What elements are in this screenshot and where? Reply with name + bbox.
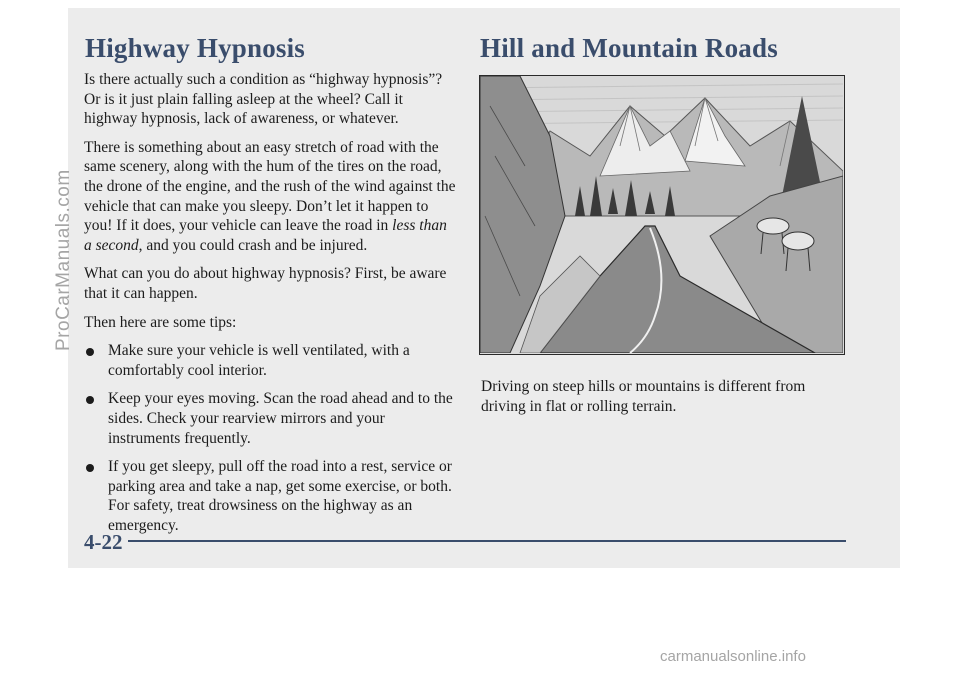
bullet-icon: [86, 464, 94, 472]
tip-item: [84, 457, 456, 535]
paragraph-sleepy: [84, 138, 456, 256]
paragraph-what-to-do: What can you do about highway hypnosis? First, be aware that it can happen.: [84, 265, 447, 302]
tips-list: [84, 341, 456, 535]
paragraph-sleepy-text-b: , and you could crash and be injured.: [138, 236, 368, 254]
left-column: [84, 70, 456, 544]
paragraph-tips-intro: Then here are some tips:: [84, 313, 237, 331]
emphasis-text: less than a second: [84, 217, 447, 254]
footer-rule: [128, 540, 846, 542]
bullet-icon: [86, 396, 94, 404]
mountain-road-illustration: [479, 75, 845, 355]
watermark-procarmanuals: ProCarManuals.com: [53, 169, 74, 351]
paragraph-intro: Is there actually such a condition as “highway hypnosis”? Or is it just plain falling asleep at the wheel? Call it highway hypnosis, lack of awareness, or whatever.: [84, 71, 443, 128]
tip-item: [84, 389, 456, 448]
section-heading-hill-mountain-roads: Hill and Mountain Roads: [480, 33, 778, 63]
paragraph-sleepy-text-a: There is something about an easy stretch of road with the same scenery, along with the hum of the tires on the road, the drone of the engine, and the rush of the wind against the vehicle that can make you sleepy. Don’t let it happen to you! If it does, your vehicle can leave the road in: [84, 138, 456, 235]
illustration-caption: Driving on steep hills or mountains is different from driving in flat or rolling terrain.: [481, 378, 806, 415]
bullet-icon: [86, 348, 94, 356]
tip-text: Make sure your vehicle is well ventilated, with a comfortably cool interior.: [108, 342, 410, 379]
section-heading-highway-hypnosis: Highway Hypnosis: [85, 33, 306, 63]
watermark-carmanualsonline: carmanualsonline.info: [660, 648, 806, 665]
page-number: 4-22: [84, 530, 123, 554]
tip-item: [84, 341, 456, 380]
tip-text: If you get sleepy, pull off the road into a rest, service or parking area and take a nap, get some exercise, or both. For safety, treat drowsiness on the highway as an emergency.: [108, 458, 452, 534]
tip-text: Keep your eyes moving. Scan the road ahead and to the sides. Check your rearview mirrors and your instruments frequently.: [108, 390, 453, 447]
